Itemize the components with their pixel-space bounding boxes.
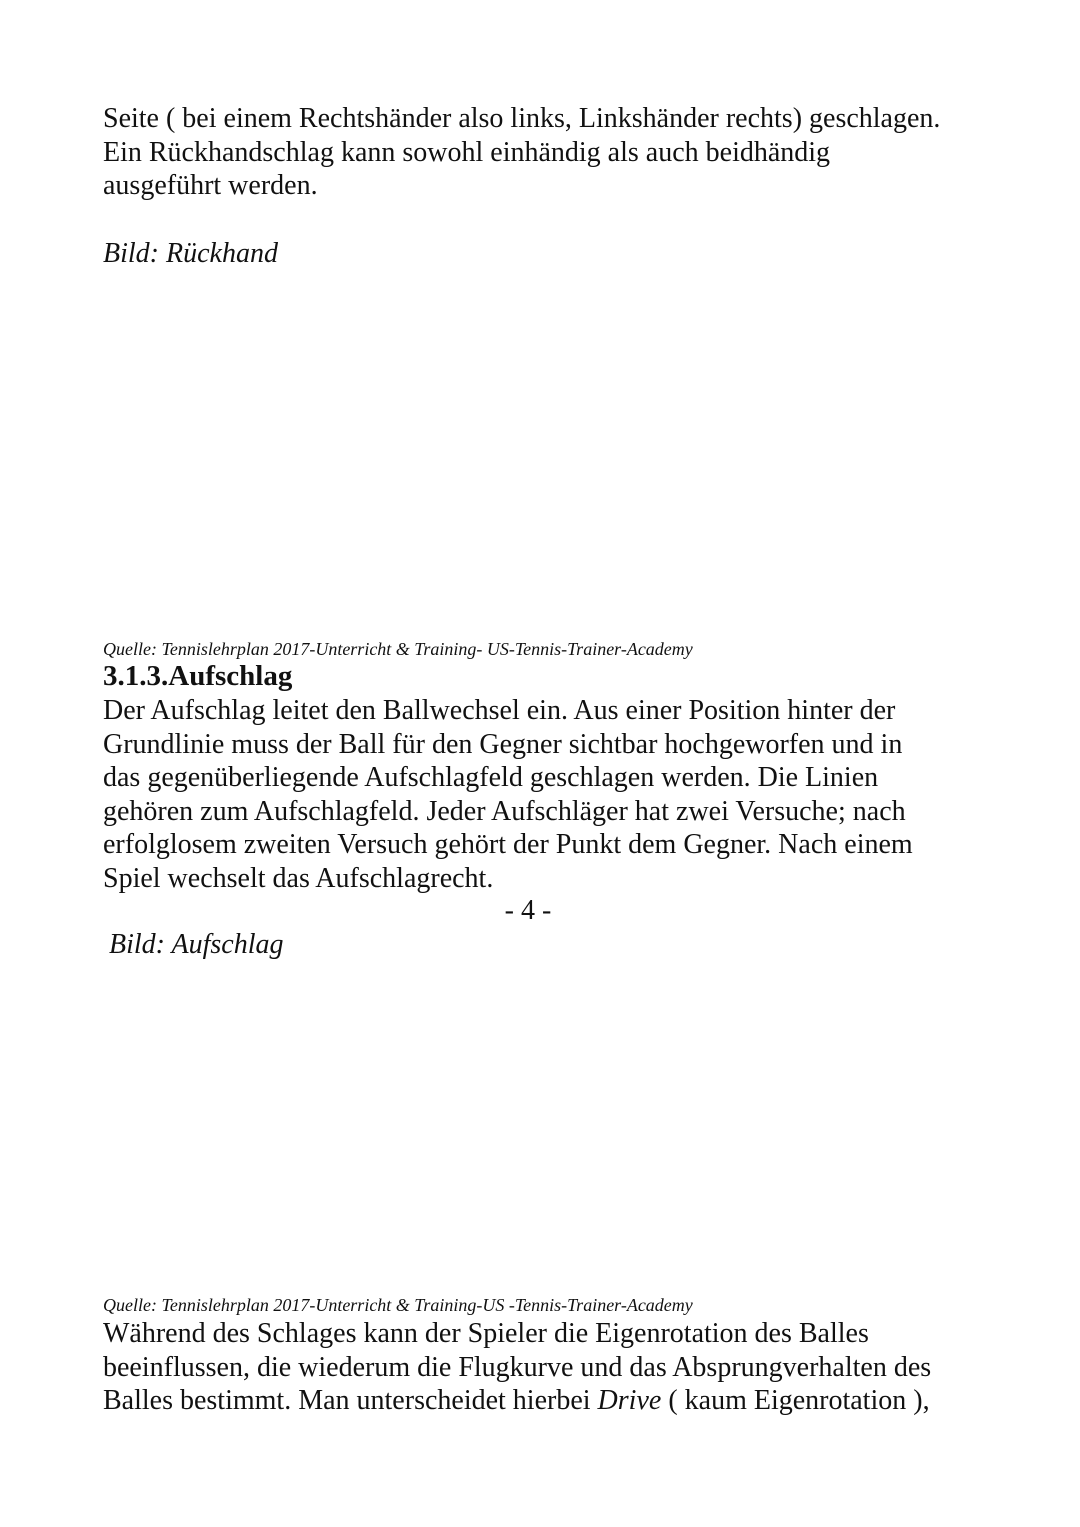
text-line: erfolglosem zweiten Versuch gehört der Punkt dem Gegner. Nach einem xyxy=(103,829,913,860)
emphasized-term: Drive xyxy=(597,1385,662,1416)
image-caption-aufschlag: Bild: Aufschlag xyxy=(109,929,284,960)
text-line: Grundlinie muss der Ball für den Gegner sichtbar hochgeworfen und in xyxy=(103,728,903,760)
text-line: Spiel wechselt das Aufschlagrecht. xyxy=(103,862,494,894)
text-line: Ein Rückhandschlag kann sowohl einhändig als auch beidhändig xyxy=(103,136,831,168)
text-line: Während des Schlages kann der Spieler die Eigenrotation des Balles xyxy=(103,1318,869,1349)
page-number xyxy=(0,895,1080,927)
text-line: beeinflussen, die wiederum die Flugkurve und das Absprungverhalten des xyxy=(103,1351,932,1383)
text-line: Seite ( bei einem Rechtshänder also links, Linkshänder rechts) geschlagen. xyxy=(103,103,941,134)
intro-paragraph xyxy=(103,102,940,203)
text-line: ausgeführt werden. xyxy=(103,170,318,201)
text-segment: Balles bestimmt. Man unterscheidet hierbei xyxy=(103,1385,598,1416)
text-line xyxy=(103,1384,931,1418)
source-citation: Quelle: Tennislehrplan 2017-Unterricht & Training-US -Tennis-Trainer-Academy xyxy=(103,1295,693,1315)
section-heading: 3.1.3.Aufschlag xyxy=(103,660,293,692)
section-paragraph xyxy=(103,694,913,895)
source-citation: Quelle: Tennislehrplan 2017-Unterricht & Training- US-Tennis-Trainer-Academy xyxy=(103,639,693,659)
closing-paragraph xyxy=(103,1317,931,1418)
text-line: gehören zum Aufschlagfeld. Jeder Aufschläger hat zwei Versuche; nach xyxy=(103,795,906,827)
page-number-text: - 4 - xyxy=(504,895,552,926)
text-line: Der Aufschlag leitet den Ballwechsel ein. Aus einer Position hinter der xyxy=(103,695,896,726)
image-caption-rueckhand: Bild: Rückhand xyxy=(103,238,278,269)
text-segment: ( kaum Eigenrotation ), xyxy=(661,1385,930,1416)
text-line: das gegenüberliegende Aufschlagfeld geschlagen werden. Die Linien xyxy=(103,762,879,793)
